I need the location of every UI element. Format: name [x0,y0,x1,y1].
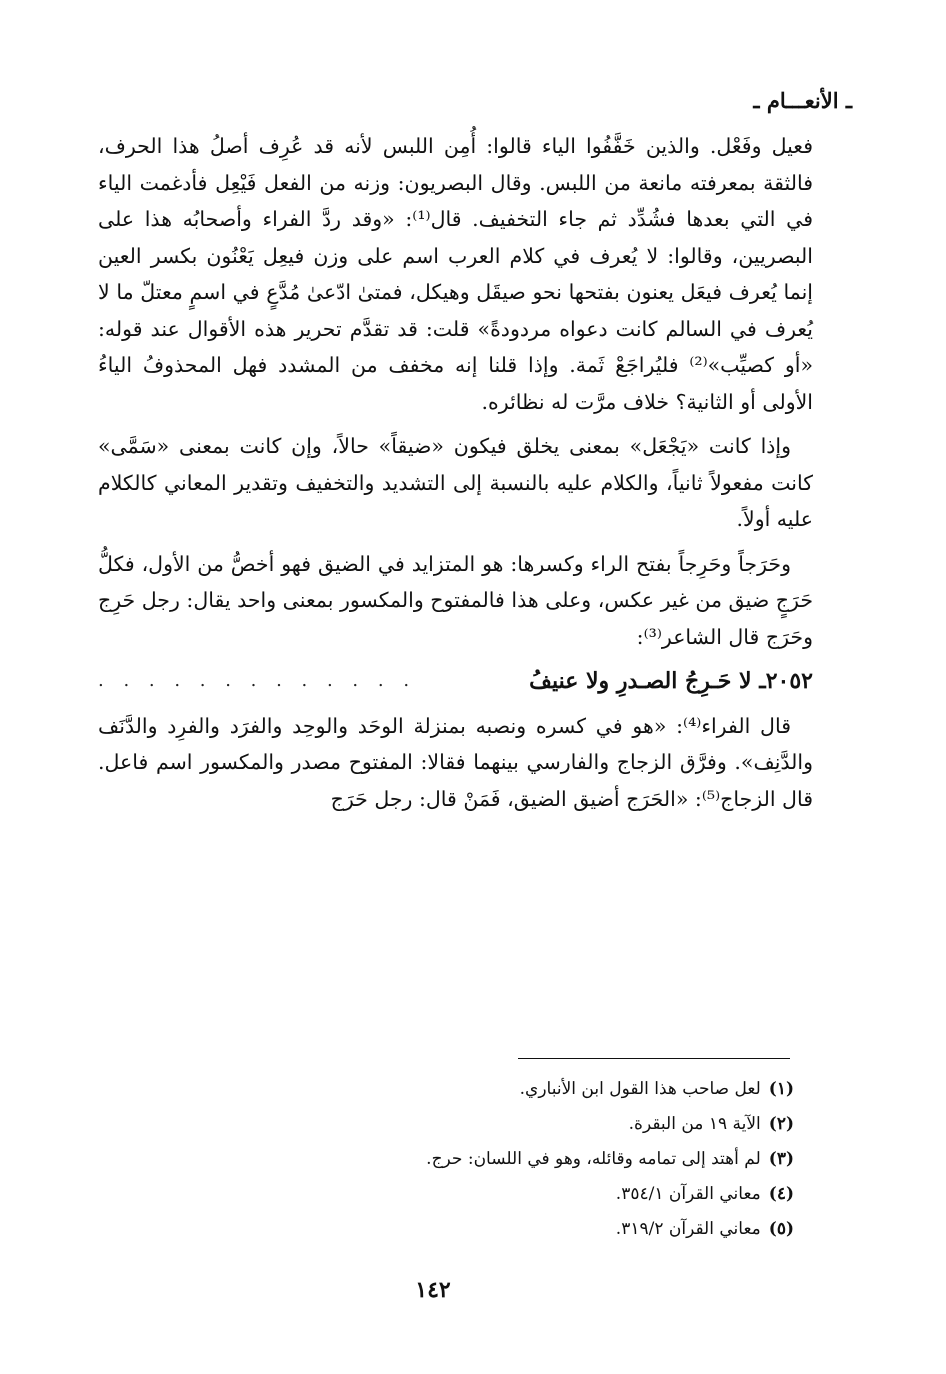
verse-number: ٢٠٥٢ـ [759,668,813,694]
verse-text: لا حَـرِجُ الصـدرِ ولا عنيفُ [529,668,752,694]
footnote-item [194,1142,794,1177]
verse-line [529,663,813,700]
poem-verse [98,663,813,700]
footnote-number: (٢) [768,1114,794,1134]
paragraph-4: قال الفراء⁽⁴⁾: «هو في كسره ونصبه بمنزلة الوحَد والوحِد والفرَد والفرِد والدَّنَف والدَّنِف». وفرَّق الزجاج والفارسي بينهما فقالا: المفتوح مصدر والمكسور اسم فاعل. قال الزجاج⁽⁵⁾: «الحَرَج أضيق الضيق، فَمَنْ قال: رجل حَرَج [98,713,813,811]
footnote-separator [518,1058,790,1059]
footnote-text: معاني القرآن ٣٥٤/١. [615,1184,761,1204]
footnote-item [194,1212,794,1247]
footnote-number: (٥) [768,1219,794,1239]
footnote-text: الآية ١٩ من البقرة. [628,1114,761,1134]
footnote-number: (١) [768,1079,794,1099]
footnote-text: لم أهتد إلى تمامه وقائله، وهو في اللسان: حرج. [426,1149,761,1169]
paragraph-1: فعيل وفَعْل. والذين خَفَّفُوا الياء قالوا: أُمِن اللبس لأنه قد عُرِف أصلُ هذا الحرف، فالثقة بمعرفته مانعة من اللبس. وقال البصريون: وزنه من الفعل فَيْعِل فأدغمت الياء في التي بعدها فشُدِّد ثم جاء التخفيف. قال⁽¹⁾: «وقد ردَّ الفراء وأصحابُه هذا على البصريين، وقالوا: لا يُعرف في كلام العرب اسم على وزن فيعِل يَعْنُون بكسر العين إنما يُعرف فيعَل يعنون بفتحها نحو صيقَل وهيكل، فمتىٰ ادّعىٰ مُدَّعٍ في اسمٍ معتلّ ما لا يُعرف في السالم كانت دعواه مردودةً» قلت: قد تقدَّم تحرير هذه الأقوال عند قوله: «أو كصيِّب»⁽²⁾ فليُراجَعْ ثَمة. وإذا قلنا إنه مخفف من المشدد فهل المحذوفُ الياءُ الأولى أو الثانية؟ خلاف مرَّت له نظائره. [98,134,814,414]
footnote-item [194,1107,794,1142]
page-number: ١٤٢ [415,1277,451,1303]
running-header: ـ الأنعـــام ـ [753,88,852,113]
footnote-number: (٣) [768,1149,794,1169]
footnote-number: (٤) [768,1184,794,1204]
footnote-item [194,1072,794,1107]
main-text [98,128,813,817]
paragraph-2: وإذا كانت «يَجْعَل» بمعنى يخلق فيكون «ضيقاً» حالاً، وإن كانت بمعنى «سَمَّى» كانت مفعولاً ثانياً، والكلام عليه بالنسبة إلى التشديد والتخفيف وتقدير المعاني كالكلام عليه أولاً. [98,434,813,531]
footnotes [194,1072,794,1247]
footnote-text: لعل صاحب هذا القول ابن الأنباري. [519,1079,761,1099]
verse-ellipsis: . . . . . . . . . . . . . [98,670,417,691]
footnote-item [194,1177,794,1212]
footnote-text: معاني القرآن ٣١٩/٢. [615,1219,761,1239]
paragraph-3: وحَرَجاً وحَرِجاً بفتح الراء وكسرها: هو المتزايد في الضيق فهو أخصُّ من الأول، فكلُّ حَرَجٍ ضيق من غير عكس، وعلى هذا فالمفتوح والمكسور بمعنى واحد يقال: رجل حَرِج وحَرَج قال الشاعر⁽³⁾: [98,551,813,649]
